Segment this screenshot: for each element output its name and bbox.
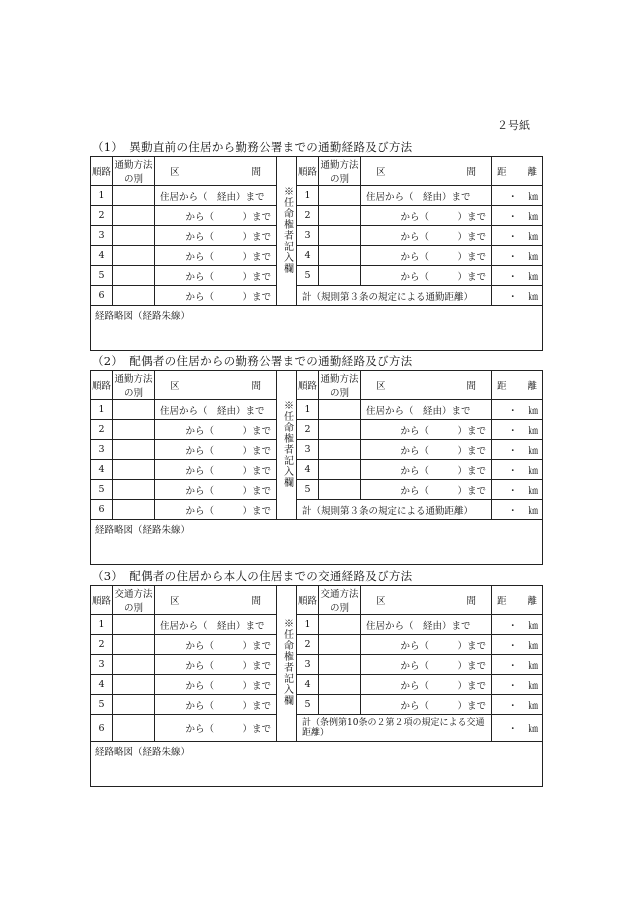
row-number: 2 bbox=[91, 420, 113, 440]
section-cell[interactable]: から（ ）まで bbox=[155, 206, 277, 226]
section-cell[interactable]: から（ ）まで bbox=[361, 695, 492, 715]
method-cell[interactable] bbox=[113, 500, 155, 520]
section-cell[interactable]: から（ ）まで bbox=[361, 420, 492, 440]
method-cell[interactable] bbox=[113, 615, 155, 635]
method-cell[interactable] bbox=[319, 615, 361, 635]
method-cell[interactable] bbox=[113, 286, 155, 306]
row-number: 1 bbox=[297, 400, 319, 420]
method-cell[interactable] bbox=[113, 460, 155, 480]
distance-cell[interactable]: ・ ㎞ bbox=[492, 226, 543, 246]
appointer-note: ※任命権者記入欄 bbox=[277, 586, 297, 742]
distance-cell[interactable]: ・ ㎞ bbox=[492, 635, 543, 655]
row-number: 3 bbox=[91, 440, 113, 460]
row-number: 5 bbox=[91, 480, 113, 500]
section-cell[interactable]: から（ ）まで bbox=[155, 420, 277, 440]
section-header: 区 間 bbox=[155, 371, 277, 400]
row-number: 2 bbox=[297, 420, 319, 440]
method-cell[interactable] bbox=[113, 655, 155, 675]
distance-cell[interactable]: ・ ㎞ bbox=[492, 206, 543, 226]
section-cell[interactable]: から（ ）まで bbox=[155, 715, 277, 742]
method-header-right: 交通方法の別 bbox=[319, 586, 361, 615]
method-cell[interactable] bbox=[113, 480, 155, 500]
section-cell[interactable]: から（ ）まで bbox=[361, 480, 492, 500]
form-number: ２号紙 bbox=[497, 119, 530, 132]
section-cell[interactable]: から（ ）まで bbox=[361, 675, 492, 695]
distance-cell[interactable]: ・ ㎞ bbox=[492, 615, 543, 635]
method-cell[interactable] bbox=[113, 440, 155, 460]
appointer-note: ※任命権者記入欄 bbox=[277, 371, 297, 520]
section-cell[interactable]: から（ ）まで bbox=[155, 500, 277, 520]
section-cell[interactable]: から（ ）まで bbox=[361, 655, 492, 675]
section-3-title: （3） 配偶者の住居から本人の住居までの交通経路及び方法 bbox=[92, 569, 413, 583]
distance-cell[interactable]: ・ ㎞ bbox=[492, 655, 543, 675]
method-cell[interactable] bbox=[319, 460, 361, 480]
section-cell[interactable]: から（ ）まで bbox=[155, 635, 277, 655]
section-header-right: 区 間 bbox=[361, 371, 492, 400]
row-number: 1 bbox=[297, 615, 319, 635]
method-cell[interactable] bbox=[113, 400, 155, 420]
row-number: 4 bbox=[91, 246, 113, 266]
row-number: 3 bbox=[91, 226, 113, 246]
row-number: 3 bbox=[297, 440, 319, 460]
method-header-right: 通勤方法の別 bbox=[319, 157, 361, 186]
method-cell[interactable] bbox=[113, 635, 155, 655]
distance-header: 距 離 bbox=[492, 586, 543, 615]
distance-cell[interactable]: ・ ㎞ bbox=[492, 420, 543, 440]
route-map-area[interactable]: 経路略図（経路朱線） bbox=[91, 742, 543, 787]
section-header-right: 区 間 bbox=[361, 586, 492, 615]
distance-cell[interactable]: ・ ㎞ bbox=[492, 460, 543, 480]
total-label: 計（規則第３条の規定による通勤距離） bbox=[297, 500, 492, 520]
method-cell[interactable] bbox=[319, 695, 361, 715]
section-cell[interactable]: 住居から（ 経由）まで bbox=[155, 615, 277, 635]
section-cell[interactable]: から（ ）まで bbox=[155, 226, 277, 246]
method-header: 通勤方法の別 bbox=[113, 157, 155, 186]
method-cell[interactable] bbox=[319, 266, 361, 286]
total-distance-cell[interactable]: ・ ㎞ bbox=[492, 286, 543, 306]
order-header: 順路 bbox=[91, 371, 113, 400]
method-cell[interactable] bbox=[319, 480, 361, 500]
method-header: 通勤方法の別 bbox=[113, 371, 155, 400]
method-cell[interactable] bbox=[113, 695, 155, 715]
method-cell[interactable] bbox=[113, 186, 155, 206]
row-number: 2 bbox=[297, 635, 319, 655]
method-cell[interactable] bbox=[319, 400, 361, 420]
order-header-right: 順路 bbox=[297, 157, 319, 186]
section-cell[interactable]: から（ ）まで bbox=[155, 675, 277, 695]
total-distance-cell[interactable]: ・ ㎞ bbox=[492, 715, 543, 742]
order-header-right: 順路 bbox=[297, 371, 319, 400]
total-label: 計（規則第３条の規定による通勤距離） bbox=[297, 286, 492, 306]
distance-header: 距 離 bbox=[492, 157, 543, 186]
row-number: 3 bbox=[91, 655, 113, 675]
section-cell[interactable]: から（ ）まで bbox=[155, 286, 277, 306]
section-cell[interactable]: から（ ）まで bbox=[361, 266, 492, 286]
method-cell[interactable] bbox=[319, 635, 361, 655]
distance-cell[interactable]: ・ ㎞ bbox=[492, 675, 543, 695]
total-label: 計（条例第10条の２第２項の規定による交通距離） bbox=[297, 715, 492, 742]
row-number: 2 bbox=[91, 635, 113, 655]
section-cell[interactable]: 住居から（ 経由）まで bbox=[155, 186, 277, 206]
section-cell[interactable]: から（ ）まで bbox=[155, 440, 277, 460]
section-cell[interactable]: から（ ）まで bbox=[155, 655, 277, 675]
section-cell[interactable]: から（ ）まで bbox=[155, 695, 277, 715]
section-cell[interactable]: から（ ）まで bbox=[155, 266, 277, 286]
row-number: 2 bbox=[297, 206, 319, 226]
method-cell[interactable] bbox=[319, 655, 361, 675]
section-cell[interactable]: から（ ）まで bbox=[361, 246, 492, 266]
row-number: 4 bbox=[91, 675, 113, 695]
distance-header: 距 離 bbox=[492, 371, 543, 400]
method-cell[interactable] bbox=[113, 715, 155, 742]
section-cell[interactable]: 住居から（ 経由）まで bbox=[155, 400, 277, 420]
row-number: 4 bbox=[297, 460, 319, 480]
method-header: 交通方法の別 bbox=[113, 586, 155, 615]
row-number: 4 bbox=[297, 246, 319, 266]
section-1-title: （1） 異動直前の住居から勤務公署までの通勤経路及び方法 bbox=[92, 140, 413, 154]
row-number: 2 bbox=[91, 206, 113, 226]
order-header: 順路 bbox=[91, 586, 113, 615]
distance-cell[interactable]: ・ ㎞ bbox=[492, 246, 543, 266]
section-cell[interactable]: から（ ）まで bbox=[361, 635, 492, 655]
section-2-title: （2） 配偶者の住居からの勤務公署までの通勤経路及び方法 bbox=[92, 354, 413, 368]
section-1-table bbox=[90, 156, 543, 351]
method-cell[interactable] bbox=[319, 246, 361, 266]
section-cell[interactable]: から（ ）まで bbox=[155, 460, 277, 480]
appointer-note: ※任命権者記入欄 bbox=[277, 157, 297, 306]
row-number: 3 bbox=[297, 655, 319, 675]
method-cell[interactable] bbox=[113, 420, 155, 440]
method-header-right: 通勤方法の別 bbox=[319, 371, 361, 400]
section-header-right: 区 間 bbox=[361, 157, 492, 186]
section-cell[interactable]: 住居から（ 経由）まで bbox=[361, 615, 492, 635]
method-cell[interactable] bbox=[113, 206, 155, 226]
section-cell[interactable]: から（ ）まで bbox=[155, 246, 277, 266]
method-cell[interactable] bbox=[113, 675, 155, 695]
row-number: 5 bbox=[297, 266, 319, 286]
row-number: 6 bbox=[91, 500, 113, 520]
method-cell[interactable] bbox=[319, 440, 361, 460]
section-cell[interactable]: から（ ）まで bbox=[361, 460, 492, 480]
row-number: 6 bbox=[91, 286, 113, 306]
method-cell[interactable] bbox=[319, 206, 361, 226]
row-number: 3 bbox=[297, 226, 319, 246]
distance-cell[interactable]: ・ ㎞ bbox=[492, 480, 543, 500]
method-cell[interactable] bbox=[319, 226, 361, 246]
distance-cell[interactable]: ・ ㎞ bbox=[492, 695, 543, 715]
row-number: 5 bbox=[91, 695, 113, 715]
method-cell[interactable] bbox=[113, 266, 155, 286]
route-map-area[interactable]: 経路略図（経路朱線） bbox=[91, 520, 543, 565]
section-3-table bbox=[90, 585, 543, 787]
method-cell[interactable] bbox=[319, 420, 361, 440]
row-number: 1 bbox=[91, 400, 113, 420]
section-2-table bbox=[90, 370, 543, 565]
row-number: 1 bbox=[91, 186, 113, 206]
section-cell[interactable]: から（ ）まで bbox=[361, 440, 492, 460]
distance-cell[interactable]: ・ ㎞ bbox=[492, 440, 543, 460]
method-cell[interactable] bbox=[113, 226, 155, 246]
distance-cell[interactable]: ・ ㎞ bbox=[492, 186, 543, 206]
row-number: 5 bbox=[297, 480, 319, 500]
section-cell[interactable]: 住居から（ 経由）まで bbox=[361, 186, 492, 206]
total-distance-cell[interactable]: ・ ㎞ bbox=[492, 500, 543, 520]
section-header: 区 間 bbox=[155, 157, 277, 186]
distance-cell[interactable]: ・ ㎞ bbox=[492, 266, 543, 286]
method-cell[interactable] bbox=[113, 246, 155, 266]
section-cell[interactable]: から（ ）まで bbox=[361, 226, 492, 246]
row-number: 1 bbox=[297, 186, 319, 206]
row-number: 4 bbox=[297, 675, 319, 695]
section-cell[interactable]: から（ ）まで bbox=[155, 480, 277, 500]
section-cell[interactable]: から（ ）まで bbox=[361, 206, 492, 226]
row-number: 6 bbox=[91, 715, 113, 742]
order-header: 順路 bbox=[91, 157, 113, 186]
row-number: 5 bbox=[297, 695, 319, 715]
method-cell[interactable] bbox=[319, 675, 361, 695]
method-cell[interactable] bbox=[319, 186, 361, 206]
section-header: 区 間 bbox=[155, 586, 277, 615]
order-header-right: 順路 bbox=[297, 586, 319, 615]
row-number: 5 bbox=[91, 266, 113, 286]
distance-cell[interactable]: ・ ㎞ bbox=[492, 400, 543, 420]
route-map-area[interactable]: 経路略図（経路朱線） bbox=[91, 306, 543, 351]
section-cell[interactable]: 住居から（ 経由）まで bbox=[361, 400, 492, 420]
row-number: 4 bbox=[91, 460, 113, 480]
row-number: 1 bbox=[91, 615, 113, 635]
